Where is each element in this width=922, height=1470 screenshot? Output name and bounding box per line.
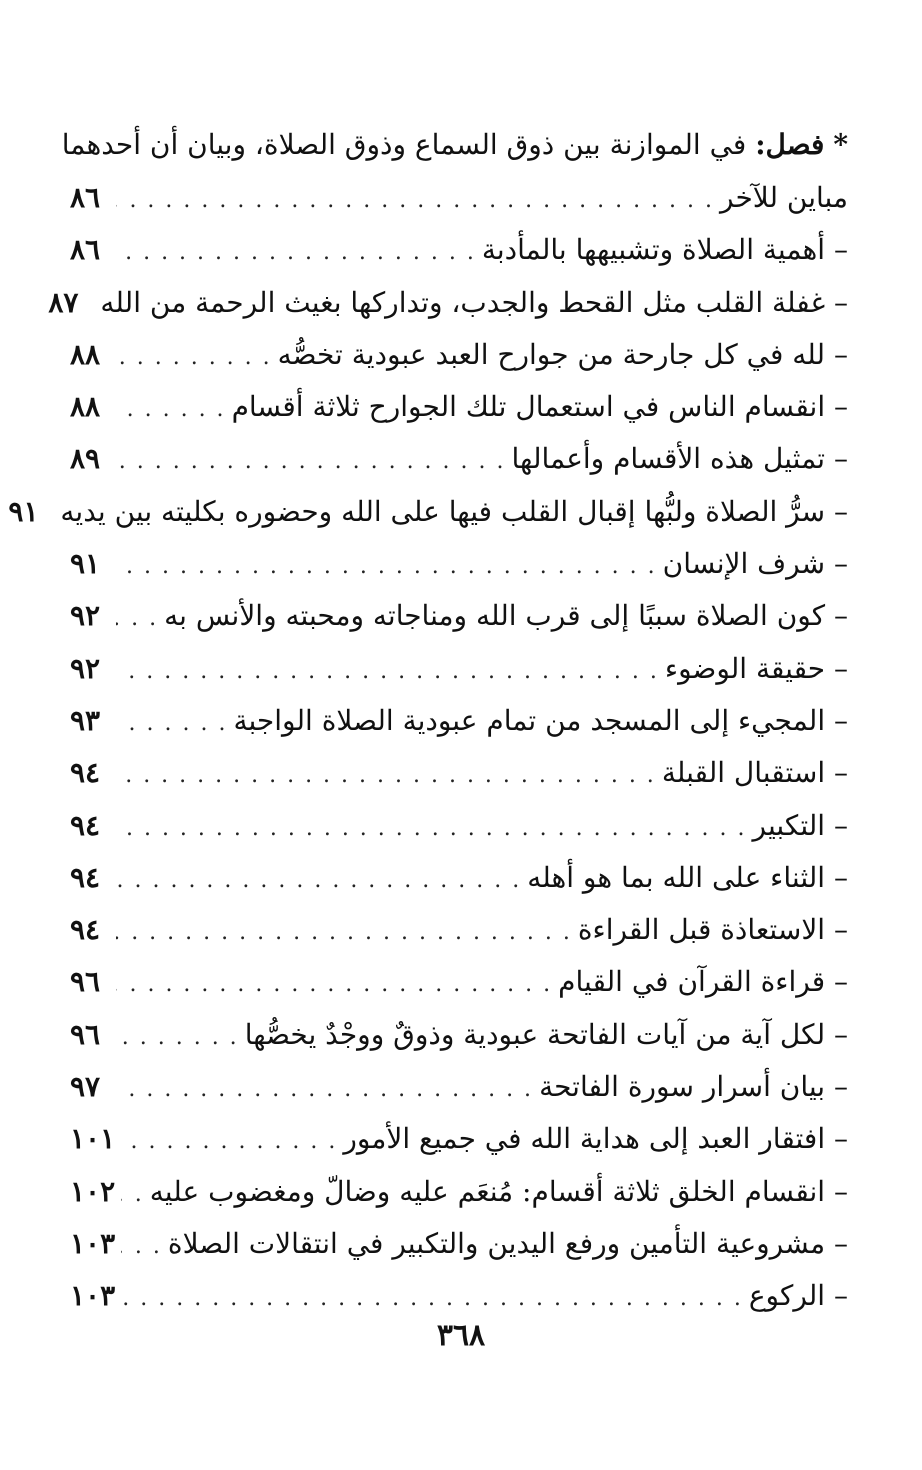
toc-entry-page: ٩٤ <box>70 860 101 894</box>
dot-leader <box>116 646 659 698</box>
toc-entry-title: – الاستعاذة قبل القراءة <box>577 913 848 947</box>
toc-entry-page: ١٠٢ <box>70 1174 116 1208</box>
toc-entry-page: ٨٩ <box>70 442 101 476</box>
toc-entry <box>70 1270 848 1322</box>
dot-leader <box>116 959 552 1011</box>
toc-entry <box>70 800 848 852</box>
toc-entry-title: مباين للآخر <box>720 181 848 214</box>
toc-entry-title: – لله في كل جارحة من جوارح العبد عبودية تخصُّه <box>277 337 848 371</box>
toc-entry-page: ١٠١ <box>70 1122 116 1156</box>
section-heading-text: في الموازنة بين ذوق السماع وذوق الصلاة، وبيان أن أحدهما <box>61 128 747 161</box>
dot-leader <box>121 1221 162 1273</box>
toc-entry-title: – انقسام الخلق ثلاثة أقسام: مُنعَم عليه وضالّ ومغضوب عليه <box>149 1174 848 1208</box>
toc-entry-title: – شرف الإنسان <box>662 547 848 581</box>
toc-entry-page: ٨٨ <box>70 390 101 424</box>
toc-entry <box>70 433 848 485</box>
toc-entry-page: ٩٤ <box>70 808 101 842</box>
toc-entry-page: ٨٧ <box>48 285 79 319</box>
dot-leader <box>121 1116 337 1168</box>
toc-entry-title: – الثناء على الله بما هو أهله <box>527 860 848 894</box>
page-number: ٣٦٨ <box>436 1318 486 1353</box>
toc-entry-title: – كون الصلاة سببًا إلى قرب الله ومناجاته ومحبته والأنس به <box>164 599 848 633</box>
toc-entry-title: – استقبال القبلة <box>661 756 848 790</box>
toc-entry-page: ٩٤ <box>70 756 101 790</box>
dot-leader <box>121 1169 144 1221</box>
dot-leader <box>116 332 272 384</box>
dot-leader <box>116 855 521 907</box>
toc-entry <box>70 904 848 956</box>
dot-leader <box>116 907 572 959</box>
toc-entry-page: ٩٦ <box>70 1017 101 1051</box>
asterisk-mark: * <box>833 128 848 161</box>
dot-leader <box>116 541 657 593</box>
toc-entry <box>70 329 848 381</box>
toc-entry <box>70 1061 848 1113</box>
toc-entry-title: – أهمية الصلاة وتشبيهها بالمأدبة <box>481 233 848 267</box>
dot-leader <box>116 750 656 802</box>
dot-leader <box>116 384 226 436</box>
toc-entry <box>70 1009 848 1061</box>
toc-entry <box>70 538 848 590</box>
toc-entry-title: – بيان أسرار سورة الفاتحة <box>539 1070 848 1104</box>
toc-entry-page: ٩١ <box>70 547 101 581</box>
toc-entry <box>70 590 848 642</box>
toc-entry-page: ٩١ <box>8 494 39 528</box>
table-of-contents <box>8 118 848 1323</box>
toc-entry-title: – تمثيل هذه الأقسام وأعمالها <box>511 442 848 476</box>
toc-entries <box>8 172 848 1323</box>
toc-entry-title: – الركوع <box>748 1279 848 1313</box>
toc-entry-title: – قراءة القرآن في القيام <box>558 965 848 999</box>
toc-entry <box>70 643 848 695</box>
section-heading <box>61 118 848 172</box>
dot-leader <box>116 698 227 750</box>
toc-entry <box>70 956 848 1008</box>
toc-entry-title: – انقسام الناس في استعمال تلك الجوارح ثلاثة أقسام <box>231 390 848 424</box>
toc-entry <box>70 381 848 433</box>
toc-entry-title: – غفلة القلب مثل القحط والجدب، وتداركها بغيث الرحمة من الله <box>100 285 848 319</box>
toc-entry-page: ١٠٣ <box>70 1226 116 1260</box>
toc-entry-page: ٩٢ <box>70 599 101 633</box>
toc-entry-page: ٩٧ <box>70 1070 101 1104</box>
toc-entry-page: ٨٦ <box>70 233 101 267</box>
toc-entry-page: ٨٦ <box>70 181 101 214</box>
toc-entry <box>70 1218 848 1270</box>
dot-leader <box>116 1012 239 1064</box>
toc-entry <box>70 1166 848 1218</box>
toc-entry-page: ٩٤ <box>70 913 101 947</box>
toc-entry <box>48 277 848 329</box>
toc-entry <box>70 1113 848 1165</box>
toc-entry-page: ٩٢ <box>70 651 101 685</box>
toc-entry <box>70 852 848 904</box>
dot-leader <box>116 1064 533 1116</box>
toc-entry-title: – لكل آية من آيات الفاتحة عبودية وذوقٌ ووجْدٌ يخصُّها <box>244 1017 848 1051</box>
toc-entry <box>8 486 848 538</box>
toc-entry-page: ٩٦ <box>70 965 101 999</box>
dot-leader <box>116 227 476 279</box>
toc-entry-page: ٩٣ <box>70 703 101 737</box>
dot-leader <box>116 593 158 645</box>
toc-entry-title: – المجيء إلى المسجد من تمام عبودية الصلاة الواجبة <box>233 703 848 737</box>
toc-entry-title: – التكبير <box>752 808 848 842</box>
dot-leader <box>116 436 506 488</box>
toc-entry-title: – سرُّ الصلاة ولبُّها إقبال القلب فيها على الله وحضوره بكليته بين يديه <box>60 494 848 528</box>
dot-leader <box>116 175 714 227</box>
toc-entry-title: – افتقار العبد إلى هداية الله في جميع الأمور <box>343 1122 848 1156</box>
toc-entry-page: ١٠٣ <box>70 1279 116 1313</box>
toc-entry <box>70 695 848 747</box>
toc-entry-title: – حقيقة الوضوء <box>664 651 848 685</box>
toc-entry-page: ٨٨ <box>70 337 101 371</box>
toc-entry-title: – مشروعية التأمين ورفع اليدين والتكبير في انتقالات الصلاة <box>167 1226 848 1260</box>
dot-leader <box>116 803 747 855</box>
toc-entry <box>70 747 848 799</box>
toc-entry <box>70 172 848 224</box>
toc-entry <box>70 224 848 276</box>
section-label: فصل: <box>755 128 825 161</box>
